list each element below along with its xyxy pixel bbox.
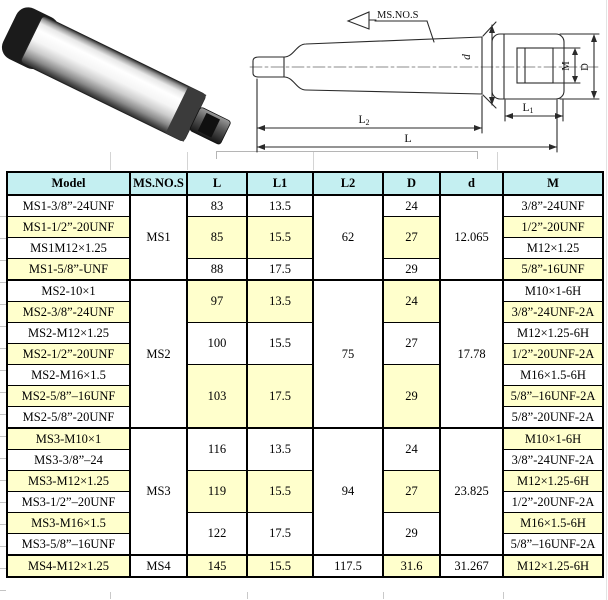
table-row bbox=[7, 513, 603, 534]
background-gridline bbox=[110, 592, 111, 599]
cell: MS3-M10×1 bbox=[7, 428, 130, 450]
technical-drawing bbox=[0, 0, 608, 170]
cell: 83 bbox=[187, 195, 247, 217]
cell: M12×1.25-6H bbox=[503, 555, 603, 577]
cell: 1/2”-20UNF-2A bbox=[503, 492, 603, 513]
cell: 3/8”-24UNF-2A bbox=[503, 302, 603, 323]
cell: MS1-3/8”-24UNF bbox=[7, 195, 130, 217]
cell: MS2-10×1 bbox=[7, 280, 130, 302]
background-gridline bbox=[247, 592, 248, 599]
cell: 5/8”-20UNF-2A bbox=[503, 407, 603, 429]
cell: M12×1.25-6H bbox=[503, 323, 603, 344]
dim-l1-label: L1 bbox=[522, 102, 534, 115]
drawing-area bbox=[0, 0, 608, 170]
cell: 23.825 bbox=[440, 428, 503, 555]
cell: 145 bbox=[187, 555, 247, 577]
arbor-photo bbox=[0, 3, 238, 159]
cell: 15.5 bbox=[247, 217, 313, 259]
column-header-model: Model bbox=[7, 172, 130, 195]
cell: 100 bbox=[187, 323, 247, 365]
cell: MS4 bbox=[130, 555, 187, 577]
table-row bbox=[7, 323, 603, 344]
cell: MS3-1/2”–20UNF bbox=[7, 492, 130, 513]
cell: 17.78 bbox=[440, 280, 503, 428]
cell: 3/8”-24UNF-2A bbox=[503, 450, 603, 471]
table-row bbox=[7, 280, 603, 302]
cell: 24 bbox=[383, 195, 440, 217]
cell: M16×1.5-6H bbox=[503, 513, 603, 534]
cell: 1/2”-20UNF-2A bbox=[503, 344, 603, 365]
dim-m-label: M bbox=[561, 61, 572, 71]
cell: 31.267 bbox=[440, 555, 503, 577]
cell: 116 bbox=[187, 428, 247, 471]
cell: MS2-M12×1.25 bbox=[7, 323, 130, 344]
table-row bbox=[7, 428, 603, 450]
dim-l-label: L bbox=[404, 131, 412, 145]
cell: M16×1.5-6H bbox=[503, 365, 603, 386]
cell: 12.065 bbox=[440, 195, 503, 280]
cell: MS2-5/8”-20UNF bbox=[7, 407, 130, 429]
column-header-l: L bbox=[187, 172, 247, 195]
cell: 85 bbox=[187, 217, 247, 259]
column-header-l2: L2 bbox=[313, 172, 383, 195]
cell: 13.5 bbox=[247, 195, 313, 217]
cell: MS2-3/8”-24UNF bbox=[7, 302, 130, 323]
cell: 62 bbox=[313, 195, 383, 280]
cell: 122 bbox=[187, 513, 247, 556]
cell: MS3-M16×1.5 bbox=[7, 513, 130, 534]
table-row bbox=[7, 471, 603, 492]
cell: 15.5 bbox=[247, 471, 313, 513]
cell: 94 bbox=[313, 428, 383, 555]
cell: 13.5 bbox=[247, 280, 313, 323]
cell: 31.6 bbox=[383, 555, 440, 577]
spec-table-body bbox=[7, 195, 603, 577]
cell: 29 bbox=[383, 513, 440, 556]
cell: 119 bbox=[187, 471, 247, 513]
cell: 29 bbox=[383, 259, 440, 281]
background-gridline bbox=[383, 592, 384, 599]
cell: 17.5 bbox=[247, 365, 313, 429]
table-row bbox=[7, 555, 603, 577]
cell: MS2-1/2”-20UNF bbox=[7, 344, 130, 365]
cell: 117.5 bbox=[313, 555, 383, 577]
dimension-labels bbox=[358, 10, 591, 145]
cell: MS3-5/8”–16UNF bbox=[7, 534, 130, 556]
table-header-row bbox=[7, 172, 603, 195]
cell: MS2 bbox=[130, 280, 187, 428]
table-row bbox=[7, 217, 603, 238]
cell: 5/8”–16UNF-2A bbox=[503, 534, 603, 556]
cell: M10×1-6H bbox=[503, 428, 603, 450]
cell: M10×1-6H bbox=[503, 280, 603, 302]
callout-label: MS.NO.S bbox=[377, 10, 419, 21]
dim-l2-label: L2 bbox=[358, 114, 370, 127]
cell: 97 bbox=[187, 280, 247, 323]
cell: 1/2”-20UNF bbox=[503, 217, 603, 238]
column-header-d: d bbox=[440, 172, 503, 195]
cell: MS1 bbox=[130, 195, 187, 280]
cell: 88 bbox=[187, 259, 247, 281]
cell: MS3-M12×1.25 bbox=[7, 471, 130, 492]
cell: 27 bbox=[383, 471, 440, 513]
column-header-d-cap: D bbox=[383, 172, 440, 195]
cell: MS3-3/8”–24 bbox=[7, 450, 130, 471]
table-row bbox=[7, 195, 603, 217]
column-header-m: M bbox=[503, 172, 603, 195]
cell: 27 bbox=[383, 217, 440, 259]
dim-d-label: d bbox=[461, 54, 473, 60]
column-header-l1: L1 bbox=[247, 172, 313, 195]
cell: 27 bbox=[383, 323, 440, 365]
table-row bbox=[7, 259, 603, 281]
cell: 103 bbox=[187, 365, 247, 429]
cell: 17.5 bbox=[247, 513, 313, 556]
cell: MS3 bbox=[130, 428, 187, 555]
cell: 75 bbox=[313, 280, 383, 428]
cell: MS2-M16×1.5 bbox=[7, 365, 130, 386]
dim-big-d-label: D bbox=[580, 63, 591, 71]
cell: 29 bbox=[383, 365, 440, 429]
background-gridline bbox=[503, 592, 504, 599]
cell: MS2-5/8”–16UNF bbox=[7, 386, 130, 407]
cell: 5/8”-16UNF bbox=[503, 259, 603, 281]
cell: MS1-5/8”-UNF bbox=[7, 259, 130, 281]
cell: MS1M12×1.25 bbox=[7, 238, 130, 259]
cell: 17.5 bbox=[247, 259, 313, 281]
dimension-lines bbox=[250, 12, 600, 152]
cell: 5/8”–16UNF-2A bbox=[503, 386, 603, 407]
cell: M12×1.25 bbox=[503, 238, 603, 259]
cell: MS1-1/2”-20UNF bbox=[7, 217, 130, 238]
table-row bbox=[7, 365, 603, 386]
cell: 13.5 bbox=[247, 428, 313, 471]
cell: MS4-M12×1.25 bbox=[7, 555, 130, 577]
cell: 24 bbox=[383, 428, 440, 471]
cell: 24 bbox=[383, 280, 440, 323]
cell: M12×1.25-6H bbox=[503, 471, 603, 492]
cell: 3/8”-24UNF bbox=[503, 195, 603, 217]
spec-table bbox=[6, 171, 604, 578]
column-header-msnos: MS.NO.S bbox=[130, 172, 187, 195]
cell: 15.5 bbox=[247, 555, 313, 577]
cell: 15.5 bbox=[247, 323, 313, 365]
